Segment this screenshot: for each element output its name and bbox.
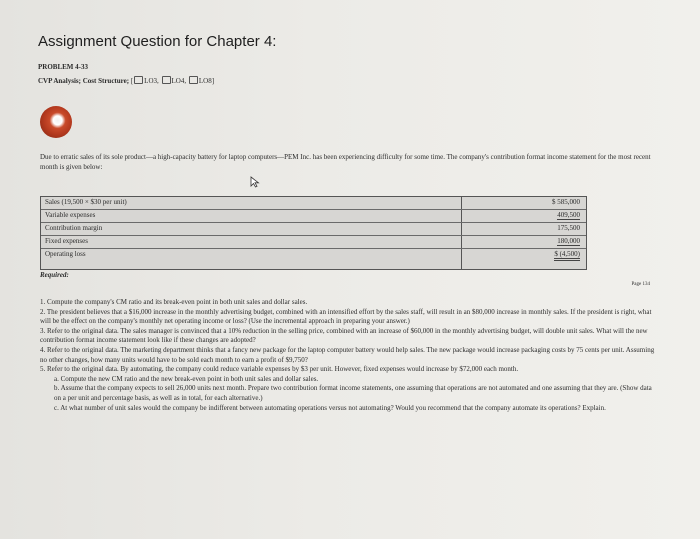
statement-row: [41, 236, 586, 249]
page-title: Assignment Question for Chapter 4:: [38, 33, 277, 50]
statement-label: Variable expenses: [45, 211, 96, 219]
income-statement: [40, 196, 587, 270]
mouse-cursor-icon: [250, 176, 260, 188]
requirement-item: 3. Refer to the original data. The sales manager is convinced that a 10% reduction in the selling price, combined with an increase of $60,000 in the monthly advertising budget, will double unit sales. What will the new contribution format income statement look like if these changes are adopted?: [40, 326, 648, 345]
requirement-item: 4. Refer to the original data. The marketing department thinks that a fancy new package for the laptop computer battery would help sales. The new package would increase packaging costs by 75 cents per unit. Assuming no other changes, how many units would have to be sold each month to earn a profit of $9,750?: [40, 345, 655, 364]
required-heading: Required:: [40, 271, 69, 279]
statement-value: 409,500: [557, 211, 580, 219]
statement-value: 175,500: [557, 224, 580, 232]
statement-value: $ (4,500): [554, 250, 580, 261]
requirement-subpart: c. At what number of unit sales would the company be indifferent between automating operations versus not automating? Would you recommend that the company automate its operations? Explain.: [54, 403, 606, 412]
subtitle-open-bracket: [: [130, 77, 134, 85]
statement-row: [41, 210, 586, 223]
subtitle-main: CVP Analysis; Cost Structure: [38, 77, 127, 85]
page-number: Page 134: [631, 282, 650, 287]
statement-row: [41, 249, 586, 261]
lo-ref-1[interactable]: LO3,: [144, 77, 159, 85]
lo-ref-3[interactable]: LO8: [198, 77, 212, 85]
problem-intro: Due to erratic sales of its sole product—a high-capacity battery for laptop computers—PEM Inc. has been experiencing difficulty for some time. The company's contribution format income statement for the most recent month is given below:: [40, 153, 651, 171]
battery-photo: [40, 106, 72, 138]
statement-row: [41, 223, 586, 236]
problem-number: PROBLEM 4-33: [38, 63, 88, 71]
statement-label: Operating loss: [45, 250, 86, 258]
requirement-subpart: b. Assume that the company expects to sell 26,000 units next month. Prepare two contribution format income statements, one assuming that operations are not automated and one assuming that they are. (Show data on a per unit and percentage basis, as well as in total, for each alternative.): [54, 384, 652, 402]
statement-value: $ 585,000: [552, 198, 580, 206]
requirement-item: 1. Compute the company's CM ratio and its break-even point in both unit sales and dollar sales.: [40, 298, 308, 306]
learning-objective-icon: [162, 76, 171, 84]
requirement-item: 5. Refer to the original data. By automating, the company could reduce variable expenses by $3 per unit. However, fixed expenses would increase by $72,000 each month.: [40, 365, 519, 374]
subtitle-close-bracket: ]: [211, 77, 215, 85]
statement-row: [41, 197, 586, 210]
learning-objective-icon: [134, 76, 143, 84]
statement-label: Fixed expenses: [45, 237, 88, 245]
learning-objective-icon: [189, 76, 198, 84]
requirement-subpart: a. Compute the new CM ratio and the new break-even point in both unit sales and dollar sales.: [54, 374, 319, 383]
statement-label: Contribution margin: [45, 224, 103, 232]
requirements-list: [40, 298, 660, 413]
requirement-item: 2. The president believes that a $16,000 increase in the monthly advertising budget, combined with an intensified effort by the sales staff, will result in an $80,000 increase in monthly sales. If the president is right, what will be the effect on the company's monthly net operating income or loss? (Use the incremental approach in preparing your answer.): [40, 307, 652, 326]
lo-ref-2[interactable]: LO4,: [171, 77, 187, 85]
problem-subtitle: CVP Analysis; Cost Structure; [ LO3, LO4, LO8]: [38, 77, 215, 85]
statement-value: 180,000: [557, 237, 580, 245]
statement-label: Sales (19,500 × $30 per unit): [45, 198, 127, 206]
